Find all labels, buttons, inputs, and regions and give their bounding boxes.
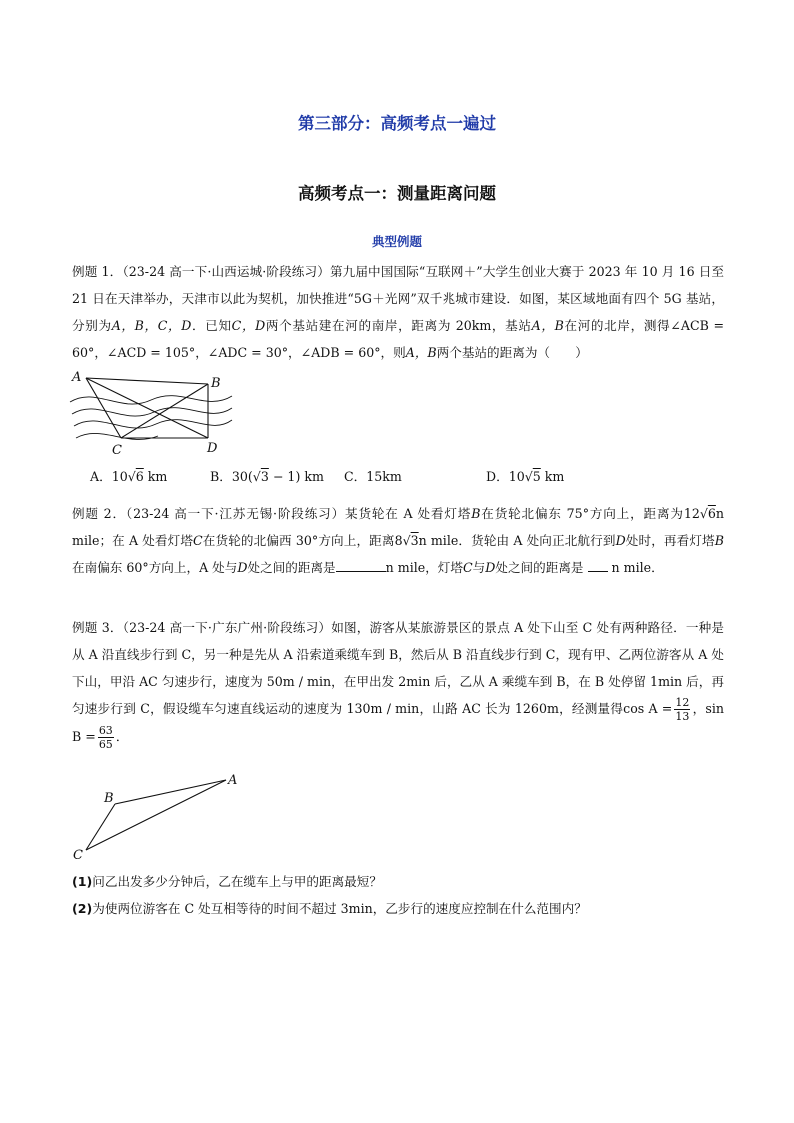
fig1-label-c: C: [112, 443, 122, 458]
fig3-label-a: A: [228, 773, 238, 788]
subsection-title: 典型例题: [371, 234, 422, 249]
example-3-source: （23-24 高一下·广东广州·阶段练习）: [122, 620, 332, 635]
angle-conditions: ∠ACB = 60°，∠ACD = 105°，∠ADC = 30°，∠ADB = 60°: [72, 318, 725, 360]
example-1-source: （23-24 高一下·山西运城·阶段练习）: [122, 264, 330, 279]
option-c[interactable]: C．15km: [344, 469, 402, 484]
fig1-label-a: A: [72, 370, 82, 385]
example-2-text: 例题 2．（23-24 高一下·江苏无锡·阶段练习）某货轮在 A 处看灯塔B在货轮北偏东 75°方向上，距离为12√6n mile；在 A 处看灯塔C在货轮的北偏西 30°方向上，距离8√3n mile．货轮由 A 处向正北航行到D处时，再看灯塔B在南偏东 60°方向上，A 处与D处之间的距离是 n mile，灯塔C与D处之间的距离是 n mile．: [72, 506, 725, 575]
example-2-label: 例题 2．: [72, 506, 126, 521]
river-figure: [66, 366, 236, 458]
option-a[interactable]: A．10√6 km: [90, 469, 168, 484]
fig3-label-c: C: [73, 848, 83, 862]
part-title: 第三部分：高频考点一遍过: [298, 114, 496, 133]
option-b[interactable]: B．30(√3 − 1) km: [210, 469, 324, 484]
option-d[interactable]: D．10√5 km: [486, 469, 565, 484]
example-1-text: 例题 1．（23-24 高一下·山西运城·阶段练习）第九届中国国际“互联网＋”大学生创业大赛于 2023 年 10 月 16 日至 21 日在天津举办，天津市以此为契机，加快推进“5G＋光网”双千兆城市建设．如图，某区域地面有四个 5G 基站，分别为A，B，C，D．已知C，D两个基站建在河的南岸，距离为 20km，基站A，B在河的北岸，测得∠ACB = 60°，∠ACD = 105°，∠ADC = 30°，∠ADB = 60°，则A，B两个基站的距离为（ ）: [72, 264, 725, 360]
cos-a-fraction: $\frac{12}{13}$: [675, 696, 690, 723]
fig1-label-b: B: [211, 376, 221, 391]
question-2: (2)为使两位游客在 C 处互相等待的时间不超过 3min，乙步行的速度应控制在什么范围内？: [72, 901, 587, 916]
example-1-label: 例题 1．: [72, 264, 123, 279]
example-2-source: （23-24 高一下·江苏无锡·阶段练习）: [125, 506, 346, 521]
answer-blank-2[interactable]: [588, 559, 608, 572]
section-title: 高频考点一：测量距离问题: [298, 184, 496, 203]
triangle-figure: [68, 770, 248, 862]
example-3-label: 例题 3．: [72, 620, 123, 635]
question-1: (1)问乙出发多少分钟后，乙在缆车上与甲的距离最短？: [72, 874, 382, 889]
answer-blank-1[interactable]: [336, 559, 386, 572]
fig3-label-b: B: [104, 791, 114, 806]
example-3-text: 例题 3．（23-24 高一下·广东广州·阶段练习）如图，游客从某旅游景区的景点 A 处下山至 C 处有两种路径．一种是从 A 沿直线步行到 C，另一种是先从 A 沿索道乘缆车到 B，然后从 B 沿直线步行到 C，现有甲、乙两位游客从 A 处下山，甲沿 AC 匀速步行，速度为 50m / min，在甲出发 2min 后，乙从 A 乘缆车到 B，在 B 处停留 1min 后，再匀速步行到 C，假设缆车匀速直线运动的速度为 130m / min，山路 AC 长为 1260m，经测量得cos A = $\frac{12}{13}$ ，sin B = $\frac{63}{65}$ ．: [72, 620, 724, 751]
fig1-label-d: D: [207, 441, 218, 456]
sin-b-fraction: $\frac{63}{65}$: [98, 724, 113, 751]
